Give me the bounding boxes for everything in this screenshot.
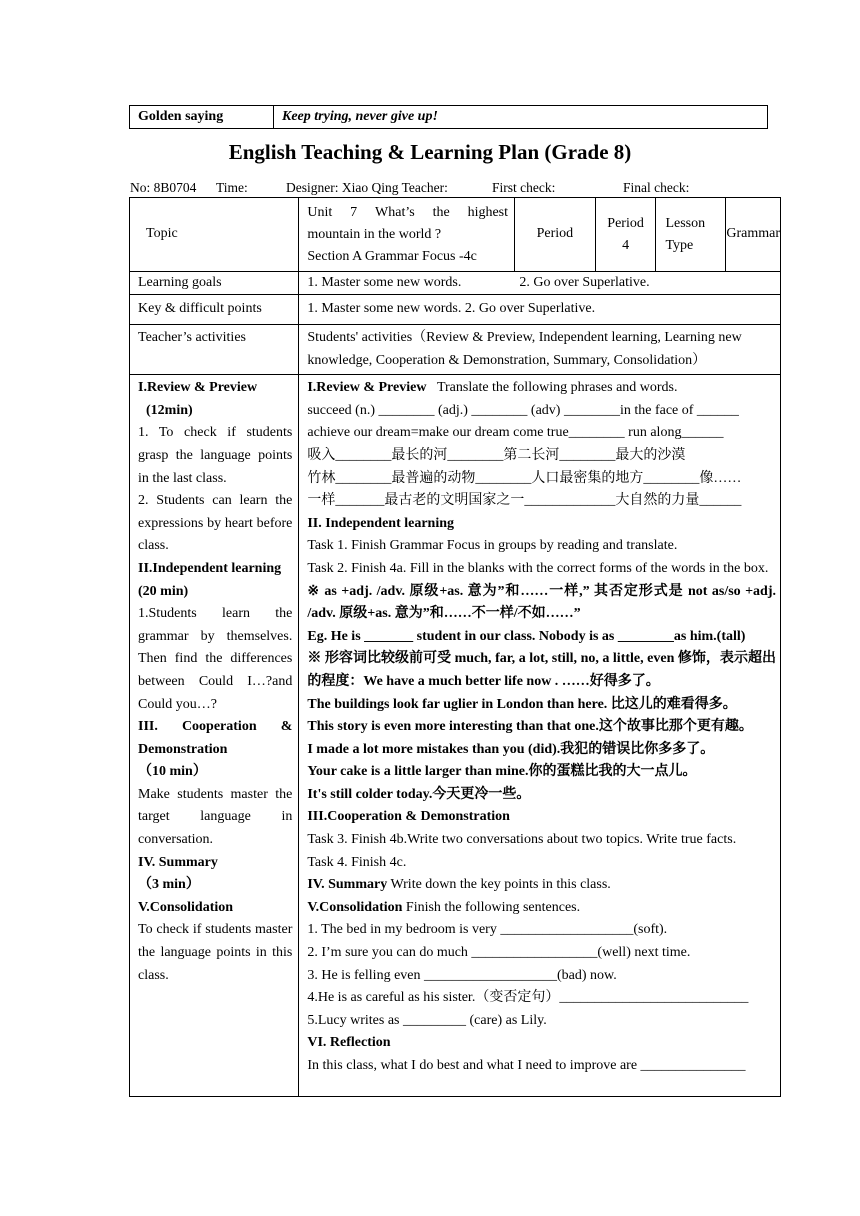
topic-cell [299,198,515,272]
students-activities-line-2: knowledge, Cooperation & Demonstration, Summary, Consolidation） [307,352,707,368]
lesson-type-line-1: Lesson [665,215,706,231]
learning-goals-label: Learning goals [130,272,299,295]
left-review-time: (12min) [146,402,193,418]
left-review-item-2: 2. Students can learn the expressions by heart before class. [138,493,293,554]
review-row-2: achieve our dream=make our dream come true________ run along______ [307,425,724,441]
grammar-sentence-4: Your cake is a little larger than mine.你的蛋糕比我的大一点儿。 [307,764,697,780]
task-4: Task 4. Finish 4c. [307,854,407,870]
period-value-line-2: 4 [622,237,630,253]
task-3: Task 3. Finish 4b.Write two conversations about two topics. Write true facts. [307,832,737,848]
golden-saying-table [129,105,768,129]
meta-final-check: Final check: [623,180,690,195]
sentence-5: 5.Lucy writes as _________ (care) as Lily. [307,1012,547,1028]
topic-line-2: mountain in the world ? [307,227,442,242]
meta-designer: Designer: Xiao Qing Teacher: [286,180,448,195]
students-activities-line-1: Students' activities（Review & Preview, Independent learning, Learning new [307,330,742,345]
teacher-activities-column [130,375,299,1097]
page-title: English Teaching & Learning Plan (Grade 8) [228,140,632,164]
meta-line [130,180,689,196]
left-summary-head: IV. Summary [138,854,218,870]
grammar-sentence-3: I made a lot more mistakes than you (did).我犯的错误比你多多了。 [307,741,715,757]
left-coop-time: （10 min） [138,764,207,780]
teacher-activities-label: Teacher’s activities [130,325,299,375]
topic-label: Topic [130,198,299,272]
key-points-label: Key & difficult points [130,295,299,325]
left-coop-head: III. Cooperation & Demonstration [138,719,293,757]
period-value-line-1: Period [607,215,644,231]
review-text: Translate the following phrases and words. [436,380,678,396]
meta-first-check: First check: [492,180,556,195]
summary-line [307,874,776,897]
sentence-1: 1. The bed in my bedroom is very ___________________(soft). [307,922,668,938]
left-review-head: I.Review & Preview [138,380,258,396]
summary-head: IV. Summary [307,877,388,893]
left-indep-time: (20 min) [138,583,189,599]
left-consol-item: To check if students master the language points in this class. [138,922,293,983]
goal-item-1: 1. Master some new words. [307,275,462,290]
grammar-label: Grammar [726,198,781,272]
sentence-2: 2. I’m sure you can do much __________________(well) next time. [307,945,691,961]
grammar-sentence-2: This story is even more interesting than that one.这个故事比那个更有趣。 [307,719,753,735]
golden-saying-label: Golden saying [130,106,274,129]
golden-saying-text: Keep trying, never give up! [274,106,768,129]
left-indep-item: 1.Students learn the grammar by themselves. Then find the differences between Could I…?and Could you…? [138,606,293,712]
left-review-item-1: 1. To check if students grasp the language points in the last class. [138,425,293,486]
grammar-note-2: ※ 形容词比较级前可受 much, far, a lot, still, no, a little, even 修饰，表示超出的程度：We have a much better life now . ……好得多了。 [307,651,776,689]
meta-no: No: 8B0704 [130,180,197,195]
key-points-text: 1. Master some new words. 2. Go over Superlative. [299,295,781,325]
consol-line [307,897,776,920]
reflection-text: In this class, what I do best and what I need to improve are _______________ [307,1058,746,1073]
left-coop-item: Make students master the target language in conversation. [138,786,293,848]
grammar-note-1: ※ as +adj. /adv. 原级+as. 意为”和……一样,” 其否定形式是 not as/so +adj. /adv. 原级+as. 意为”和……不一样/不如……” [307,583,776,622]
grammar-sentence-5: It's still colder today.今天更冷一些。 [307,786,531,802]
students-activities-label [299,325,781,375]
period-value [595,198,656,272]
period-label: Period [515,198,596,272]
left-consol-head: V.Consolidation [138,899,234,915]
topic-line-1: Unit 7 What’s the highest [307,205,509,220]
reflection-head: VI. Reflection [307,1035,391,1051]
review-line [307,377,776,400]
sentence-4: 4.He is as careful as his sister.（变否定句）___________________________ [307,990,749,1006]
coop-head: III.Cooperation & Demonstration [307,809,510,825]
lesson-type-label [656,198,726,272]
consol-text: Finish the following sentences. [405,899,581,915]
learning-goals-cell [299,272,781,295]
left-summary-time: （3 min） [138,877,200,893]
review-head: I.Review & Preview [307,380,427,396]
topic-line-3: Section A Grammar Focus -4c [307,249,477,264]
review-row-5: 一样_______最古老的文明国家之一_____________大自然的力量______ [307,493,742,509]
review-row-3: 吸入________最长的河________第二长河________最大的沙漠 [307,447,686,463]
sentence-3: 3. He is felling even ___________________(bad) now. [307,967,617,983]
task-1: Task 1. Finish Grammar Focus in groups by reading and translate. [307,538,678,554]
meta-time: Time: [216,180,248,195]
lesson-type-line-2: Type [665,237,694,253]
review-row-4: 竹林________最普遍的动物________人口最密集的地方________像…… [307,470,742,486]
task-2: Task 2. Finish 4a. Fill in the blanks with the correct forms of the words in the box. [307,560,769,576]
students-activities-column [299,375,781,1097]
lesson-plan-table [129,197,781,1097]
left-indep-head: II.Independent learning [138,560,282,576]
grammar-example: Eg. He is _______ student in our class. Nobody is as ________as him.(tall) [307,628,746,644]
grammar-sentence-1: The buildings look far uglier in London than here. 比这儿的难看得多。 [307,696,737,712]
indep-head: II. Independent learning [307,515,455,531]
summary-text: Write down the key points in this class. [390,877,611,893]
review-row-1: succeed (n.) ________ (adj.) ________ (adv) ________in the face of ______ [307,402,739,418]
consol-head: V.Consolidation [307,899,403,915]
goal-item-2: 2. Go over Superlative. [519,275,650,290]
